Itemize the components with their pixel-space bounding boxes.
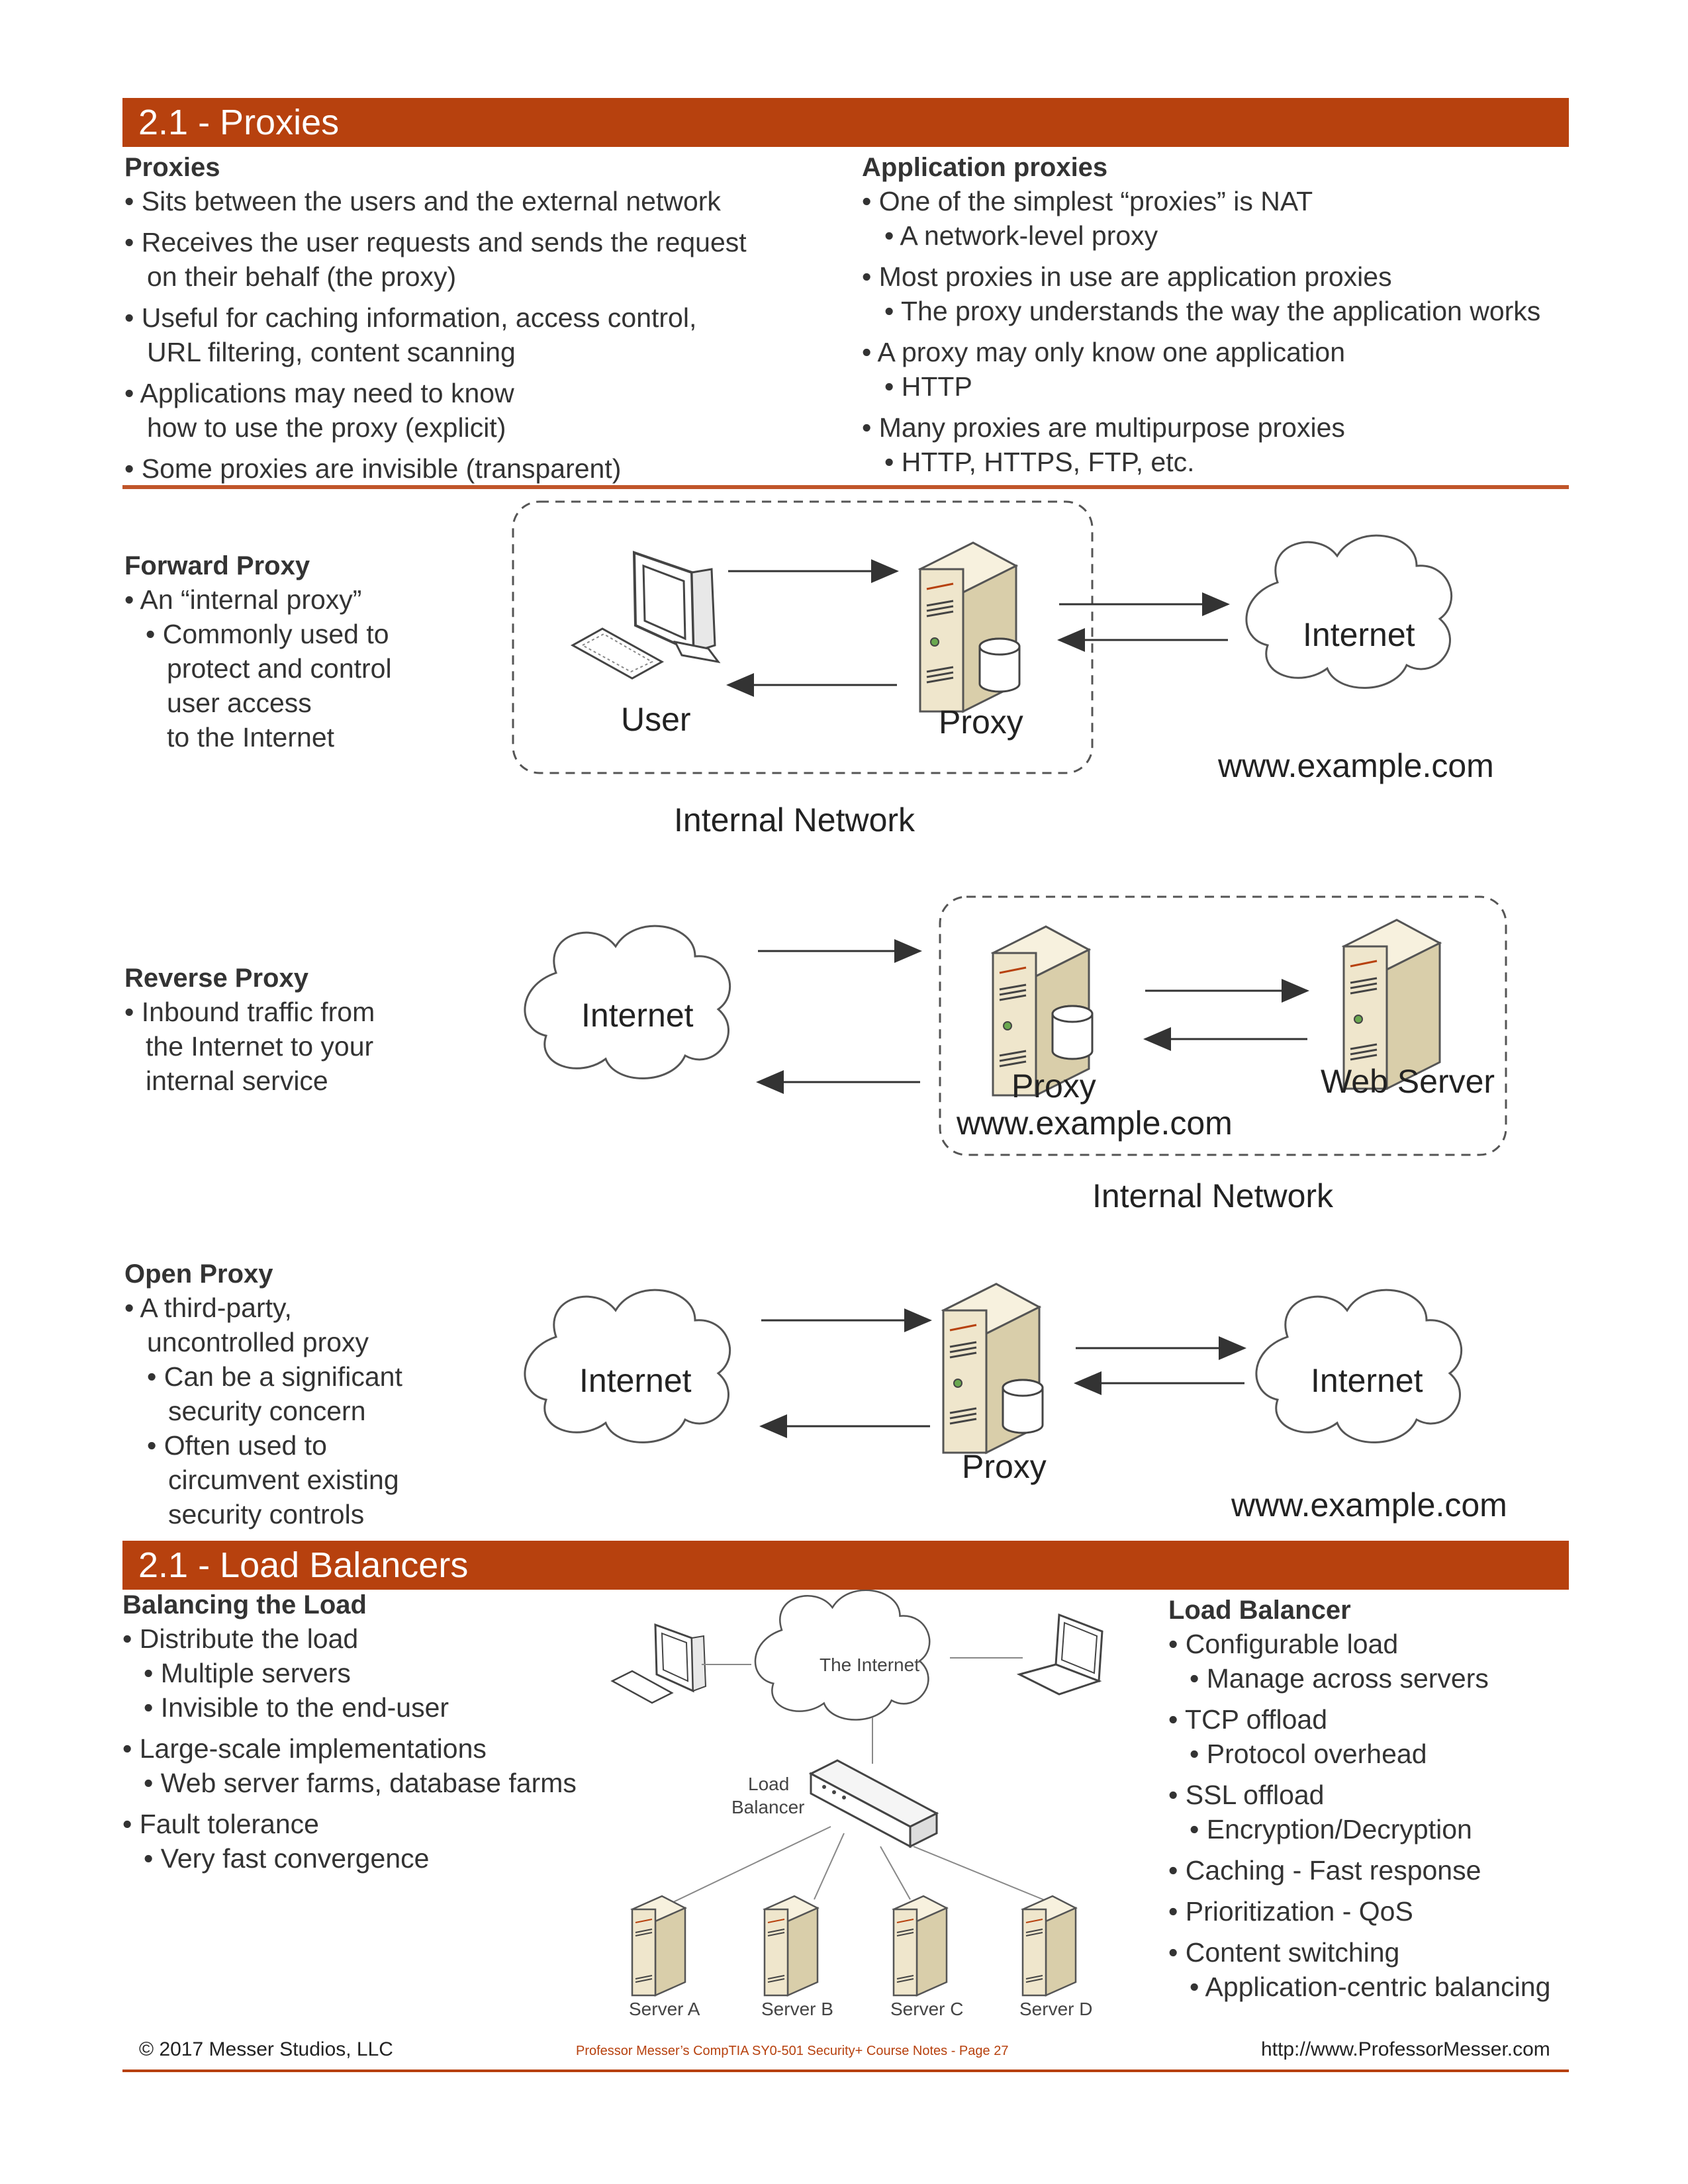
webserver-label: Web Server [1321, 1063, 1495, 1100]
bullet: • A proxy may only know one application [862, 337, 1345, 367]
bullet-cont: how to use the proxy (explicit) [147, 412, 506, 443]
user-label: User [621, 701, 691, 738]
bullet: • TCP offload [1168, 1704, 1328, 1735]
proxy-label: Proxy [1011, 1068, 1096, 1105]
site-label: www.example.com [1231, 1486, 1507, 1524]
footer-rule [122, 2070, 1569, 2072]
bullet: • Fault tolerance [122, 1809, 319, 1839]
sub-bullet: • Encryption/Decryption [1190, 1814, 1472, 1844]
internet-label: Internet [1311, 1362, 1423, 1399]
sub-bullet: • Manage across servers [1190, 1663, 1489, 1694]
laptop-icon [1019, 1615, 1102, 1694]
connection-line [814, 1833, 844, 1899]
connection-line [880, 1846, 910, 1899]
sub-bullet: • Invisible to the end-user [144, 1692, 449, 1723]
database-icon [1053, 1006, 1092, 1059]
bullet: • Applications may need to know [124, 378, 514, 408]
bullet: • One of the simplest “proxies” is NAT [862, 186, 1313, 216]
database-icon [1003, 1380, 1043, 1433]
user-computer-icon [573, 553, 718, 678]
bullet: • A third-party, [124, 1293, 292, 1323]
bullet: • Large-scale implementations [122, 1733, 487, 1764]
server-b-icon [765, 1896, 818, 1995]
proxy-label: Proxy [939, 704, 1023, 741]
load-balancer-text [1168, 1594, 1579, 2004]
section-banner-load-balancers: 2.1 - Load Balancers [122, 1541, 1569, 1590]
network-label: Internal Network [1092, 1177, 1334, 1214]
reverse-proxy-text [124, 962, 522, 1098]
internet-label: The Internet [820, 1655, 919, 1675]
sub-bullet: • Application-centric balancing [1190, 1972, 1551, 2002]
lb-label-line2: Balancer [731, 1797, 805, 1817]
open-proxy-text [124, 1257, 535, 1531]
bullet: • Some proxies are invisible (transparent) [124, 453, 622, 484]
bullet: • Content switching [1168, 1937, 1400, 1968]
balancing-heading: Balancing the Load [122, 1590, 367, 1619]
sub-bullet: • Protocol overhead [1190, 1739, 1427, 1769]
sub-bullet: • Can be a significant [147, 1361, 402, 1392]
site-label: www.example.com [957, 1105, 1233, 1142]
bullet: • Prioritization - QoS [1168, 1896, 1413, 1927]
internet-cloud-icon [1246, 535, 1452, 688]
bullet: • Distribute the load [122, 1623, 359, 1654]
database-icon [980, 639, 1019, 692]
sub-bullet: • Commonly used to [146, 619, 389, 649]
connection-line [914, 1846, 1059, 1906]
bullet: • Most proxies in use are application proxies [862, 261, 1392, 292]
bullet: • Caching - Fast response [1168, 1855, 1481, 1886]
bullet-cont: the Internet to your [146, 1031, 374, 1062]
bullet-cont: on their behalf (the proxy) [147, 261, 457, 292]
server-c-icon [894, 1896, 947, 1995]
bullet-cont: uncontrolled proxy [147, 1327, 369, 1357]
sub-bullet: • Very fast convergence [144, 1843, 430, 1874]
sub-bullet-cont: to the Internet [167, 722, 335, 752]
reverse-proxy-heading: Reverse Proxy [124, 964, 308, 993]
server-a-icon [632, 1896, 685, 1995]
internet-label: Internet [1303, 616, 1415, 653]
sub-bullet-cont: security concern [168, 1396, 366, 1426]
section-banner-proxies: 2.1 - Proxies [122, 98, 1569, 147]
internet-label: Internet [579, 1362, 692, 1399]
network-label: Internal Network [674, 801, 915, 839]
bullet: • Sits between the users and the external network [124, 186, 721, 216]
server-d-label: Server D [1019, 1999, 1093, 2019]
site-label: www.example.com [1218, 747, 1494, 784]
sub-bullet: • Web server farms, database farms [144, 1768, 577, 1798]
bullet-cont: internal service [146, 1066, 328, 1096]
connection-line [672, 1827, 831, 1903]
bullet-cont: URL filtering, content scanning [147, 337, 516, 367]
sub-bullet: • HTTP [884, 371, 972, 402]
bullet: • SSL offload [1168, 1780, 1325, 1810]
footer-copyright: © 2017 Messer Studios, LLC [139, 2038, 393, 2060]
server-c-label: Server C [890, 1999, 964, 2019]
proxies-heading: Proxies [124, 153, 220, 182]
app-proxies-heading: Application proxies [862, 153, 1108, 182]
sub-bullet: • A network-level proxy [884, 220, 1158, 251]
sub-bullet-cont: security controls [168, 1499, 365, 1529]
load-balancer-device-icon [811, 1760, 937, 1846]
bullet: • Configurable load [1168, 1629, 1399, 1659]
load-balancer-heading: Load Balancer [1168, 1596, 1351, 1625]
bullet: • Inbound traffic from [124, 997, 375, 1027]
internet-label: Internet [581, 997, 694, 1034]
forward-proxy-heading: Forward Proxy [124, 551, 310, 580]
server-d-icon [1023, 1896, 1076, 1995]
footer-website-link[interactable]: http://www.ProfessorMesser.com [1261, 2038, 1550, 2060]
balancing-text [122, 1588, 639, 1876]
bullet: • Useful for caching information, access control, [124, 302, 697, 333]
sub-bullet-cont: user access [167, 688, 312, 718]
sub-bullet-cont: protect and control [167, 653, 392, 684]
server-a-label: Server A [629, 1999, 700, 2019]
bullet: • An “internal proxy” [124, 584, 362, 615]
bullet: • Many proxies are multipurpose proxies [862, 412, 1345, 443]
sub-bullet: • HTTP, HTTPS, FTP, etc. [884, 447, 1195, 477]
open-proxy-heading: Open Proxy [124, 1259, 273, 1289]
sub-bullet: • The proxy understands the way the application works [884, 296, 1541, 326]
bullet: • Receives the user requests and sends the request [124, 227, 747, 257]
footer-course-notes: Professor Messer’s CompTIA SY0-501 Security+ Course Notes - Page 27 [576, 2044, 1009, 2058]
lb-label-line1: Load [748, 1774, 790, 1794]
proxy-label: Proxy [962, 1448, 1047, 1485]
sub-bullet-cont: circumvent existing [168, 1465, 399, 1495]
server-b-label: Server B [761, 1999, 833, 2019]
sub-bullet: • Often used to [147, 1430, 327, 1461]
sub-bullet: • Multiple servers [144, 1658, 351, 1688]
